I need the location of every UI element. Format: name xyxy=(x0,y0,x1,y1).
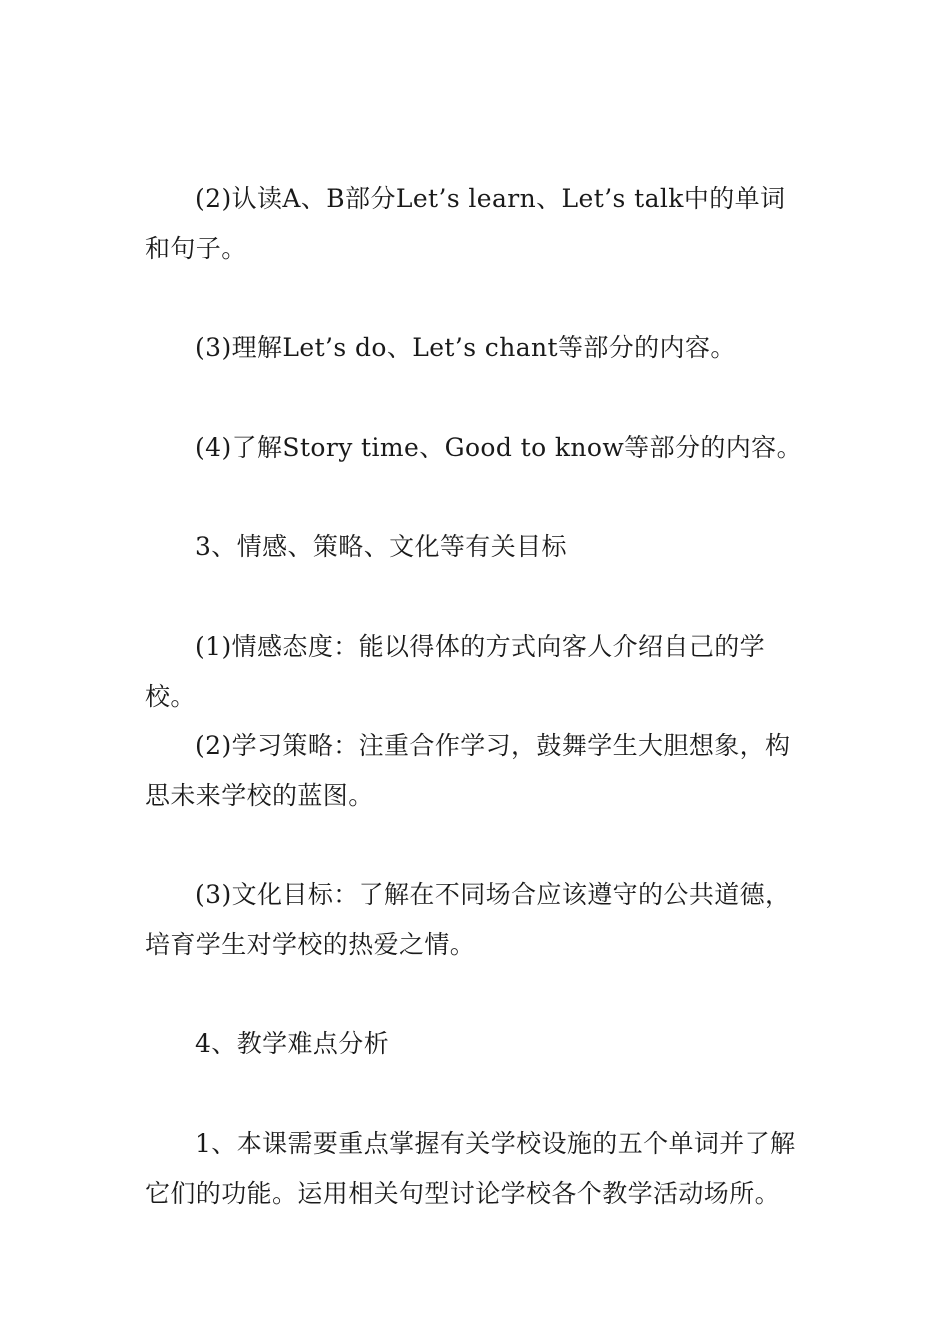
paragraph-learning-strategy: (2)学习策略：注重合作学习，鼓舞学生大胆想象，构思未来学校的蓝图。 xyxy=(145,731,791,810)
paragraph-culture-goal: (3)文化目标：了解在不同场合应该遵守的公共道德，培育学生对学校的热爱之情。 xyxy=(145,880,791,959)
paragraph-objective-3: (3)理解Let’s do、Let’s chant等部分的内容。 xyxy=(195,333,736,362)
section-heading-emotion-strategy-culture: 3、情感、策略、文化等有关目标 xyxy=(195,532,567,561)
paragraph-objective-2: (2)认读A、B部分Let’s learn、Let’s talk中的单词和句子。 xyxy=(145,184,786,263)
paragraph-objective-4: (4)了解Story time、Good to know等部分的内容。 xyxy=(195,433,802,462)
section-heading-teaching-difficulties: 4、教学难点分析 xyxy=(195,1029,390,1058)
paragraph-emotion-attitude: (1)情感态度：能以得体的方式向客人介绍自己的学校。 xyxy=(145,632,766,711)
paragraph-difficulty-1: 1、本课需要重点掌握有关学校设施的五个单词并了解它们的功能。运用相关句型讨论学校各个教学活动场所。 xyxy=(145,1129,796,1208)
